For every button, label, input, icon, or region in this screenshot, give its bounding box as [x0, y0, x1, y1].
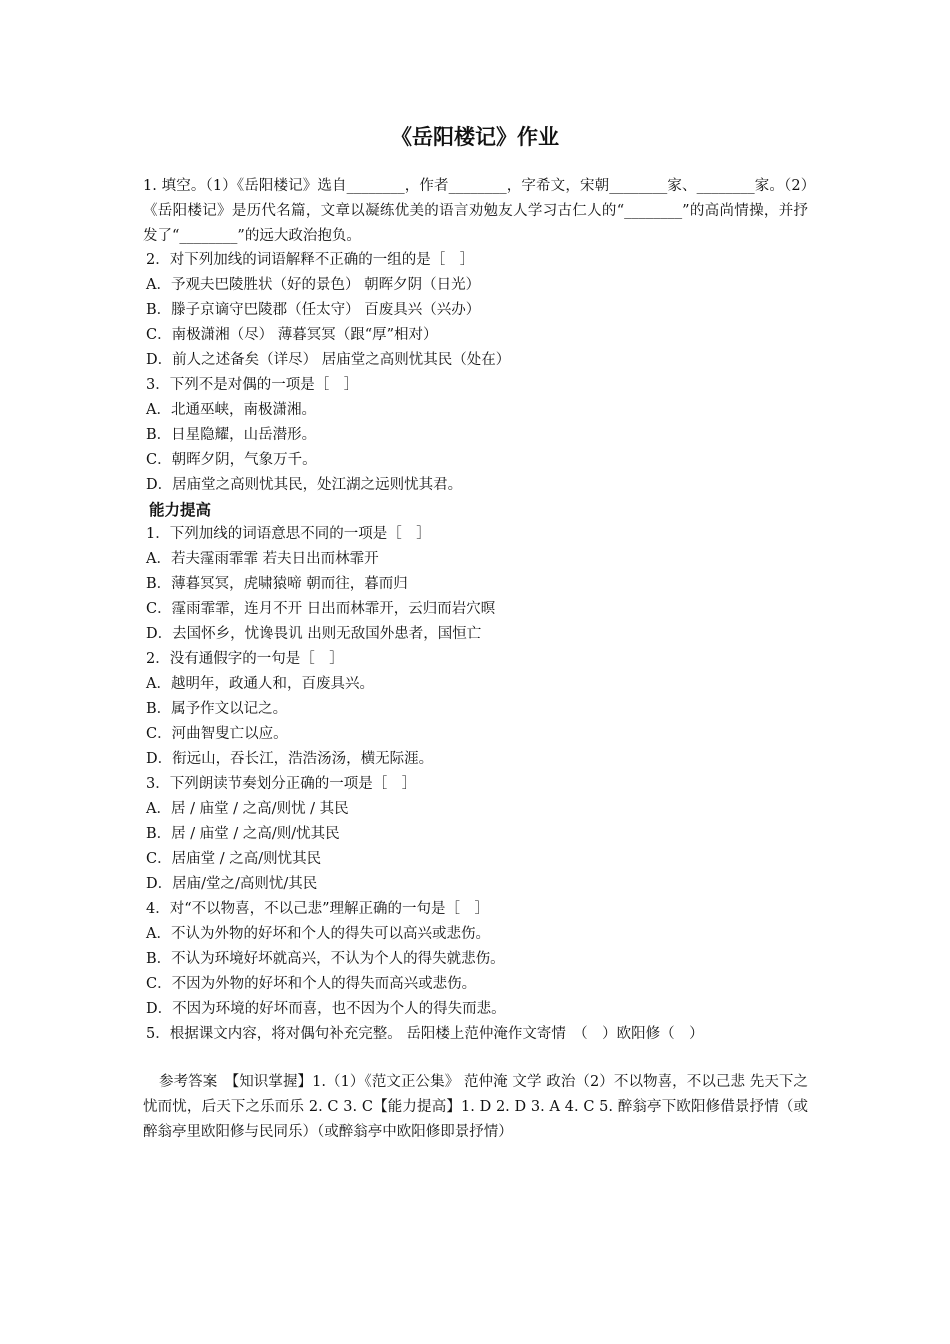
ability-q3-stem: 3．下列朗读节奏划分正确的一项是［ ］	[146, 776, 417, 792]
question-3-option-d: D．居庙堂之高则忧其民，处江湖之远则忧其君。	[146, 477, 463, 493]
ability-q5: 5．根据课文内容，将对偶句补充完整。 岳阳楼上范仲淹作文寄情 （ ）欧阳修（ ）	[146, 1026, 704, 1042]
question-2-stem: 2．对下列加线的词语解释不正确的一组的是［ ］	[146, 252, 475, 268]
question-2-option-b: B．滕子京谪守巴陵郡（任太守） 百废具兴（兴办）	[146, 302, 481, 318]
ability-q4-stem: 4．对“不以物喜，不以己悲”理解正确的一句是［ ］	[146, 901, 490, 917]
question-3-option-c: C．朝晖夕阴，气象万千。	[146, 452, 317, 468]
ability-q4-option-b: B．不认为环境好坏就高兴，不认为个人的得失就悲伤。	[146, 951, 505, 967]
ability-q2-option-b: B．属予作文以记之。	[146, 701, 288, 717]
ability-q1-option-d: D．去国怀乡，忧谗畏讥 出则无敌国外患者，国恒亡	[146, 626, 482, 642]
ability-q1-option-a: A．若夫霪雨霏霏 若夫日出而林霏开	[146, 551, 379, 567]
ability-q3-option-a: A．居 / 庙堂 / 之高/则忧 / 其民	[146, 801, 349, 817]
fill-blank-question: 1. 填空。（1）《岳阳楼记》选自________，作者________，字希文，宋朝________家、________家。（2）《岳阳楼记》是历代名篇，文章以凝练优美的语言劝勉友人学习古仁人的“________”的高尚情操，并抒发了“________”的远大政治抱负。	[143, 178, 808, 244]
ability-q4-option-a: A．不认为外物的好坏和个人的得失可以高兴或悲伤。	[146, 926, 490, 942]
ability-q2-option-d: D．衔远山，吞长江，浩浩汤汤，横无际涯。	[146, 751, 434, 767]
ability-q2-option-a: A．越明年，政通人和，百废具兴。	[146, 676, 374, 692]
document-title: 《岳阳楼记》作业	[391, 125, 559, 149]
ability-q4-option-d: D．不因为环境的好坏而喜，也不因为个人的得失而悲。	[146, 1001, 506, 1017]
ability-q2-stem: 2．没有通假字的一句是［ ］	[146, 651, 344, 667]
question-2-option-a: A．予观夫巴陵胜状（好的景色） 朝晖夕阴（日光）	[146, 277, 481, 293]
ability-q2-option-c: C．河曲智叟亡以应。	[146, 726, 288, 742]
ability-q3-option-d: D．居庙/堂之/高则忧/其民	[146, 876, 318, 892]
question-3-stem: 3．下列不是对偶的一项是［ ］	[146, 377, 359, 393]
ability-q4-option-c: C．不因为外物的好坏和个人的得失而高兴或悲伤。	[146, 976, 477, 992]
answer-key: 参考答案 【知识掌握】1.（1）《范文正公集》 范仲淹 文学 政治（2）不以物喜，不以己悲 先天下之忧而忧，后天下之乐而乐 2. C 3. C【能力提高】1. D 2. D 3. A 4. C 5. 醉翁亭下欧阳修借景抒情（或醉翁亭里欧阳修与民同乐）（或醉翁亭中欧阳修即景抒情）	[143, 1074, 808, 1140]
ability-q1-stem: 1．下列加线的词语意思不同的一项是［ ］	[146, 526, 431, 542]
ability-q1-option-b: B．薄暮冥冥，虎啸猿啼 朝而往，暮而归	[146, 576, 408, 592]
ability-q1-option-c: C．霪雨霏霏，连月不开 日出而林霏开，云归而岩穴暝	[146, 601, 496, 617]
ability-q3-option-c: C．居庙堂 / 之高/则忧其民	[146, 851, 322, 867]
question-3-option-b: B．日星隐耀，山岳潜形。	[146, 427, 317, 443]
ability-q3-option-b: B．居 / 庙堂 / 之高/则/忧其民	[146, 826, 340, 842]
section-heading-ability: 能力提高	[149, 501, 212, 519]
question-2-option-c: C．南极潇湘（尽） 薄暮冥冥（跟“厚”相对）	[146, 327, 438, 343]
question-3-option-a: A．北通巫峡，南极潇湘。	[146, 402, 316, 418]
question-2-option-d: D．前人之述备矣（详尽） 居庙堂之高则忧其民（处在）	[146, 352, 511, 368]
